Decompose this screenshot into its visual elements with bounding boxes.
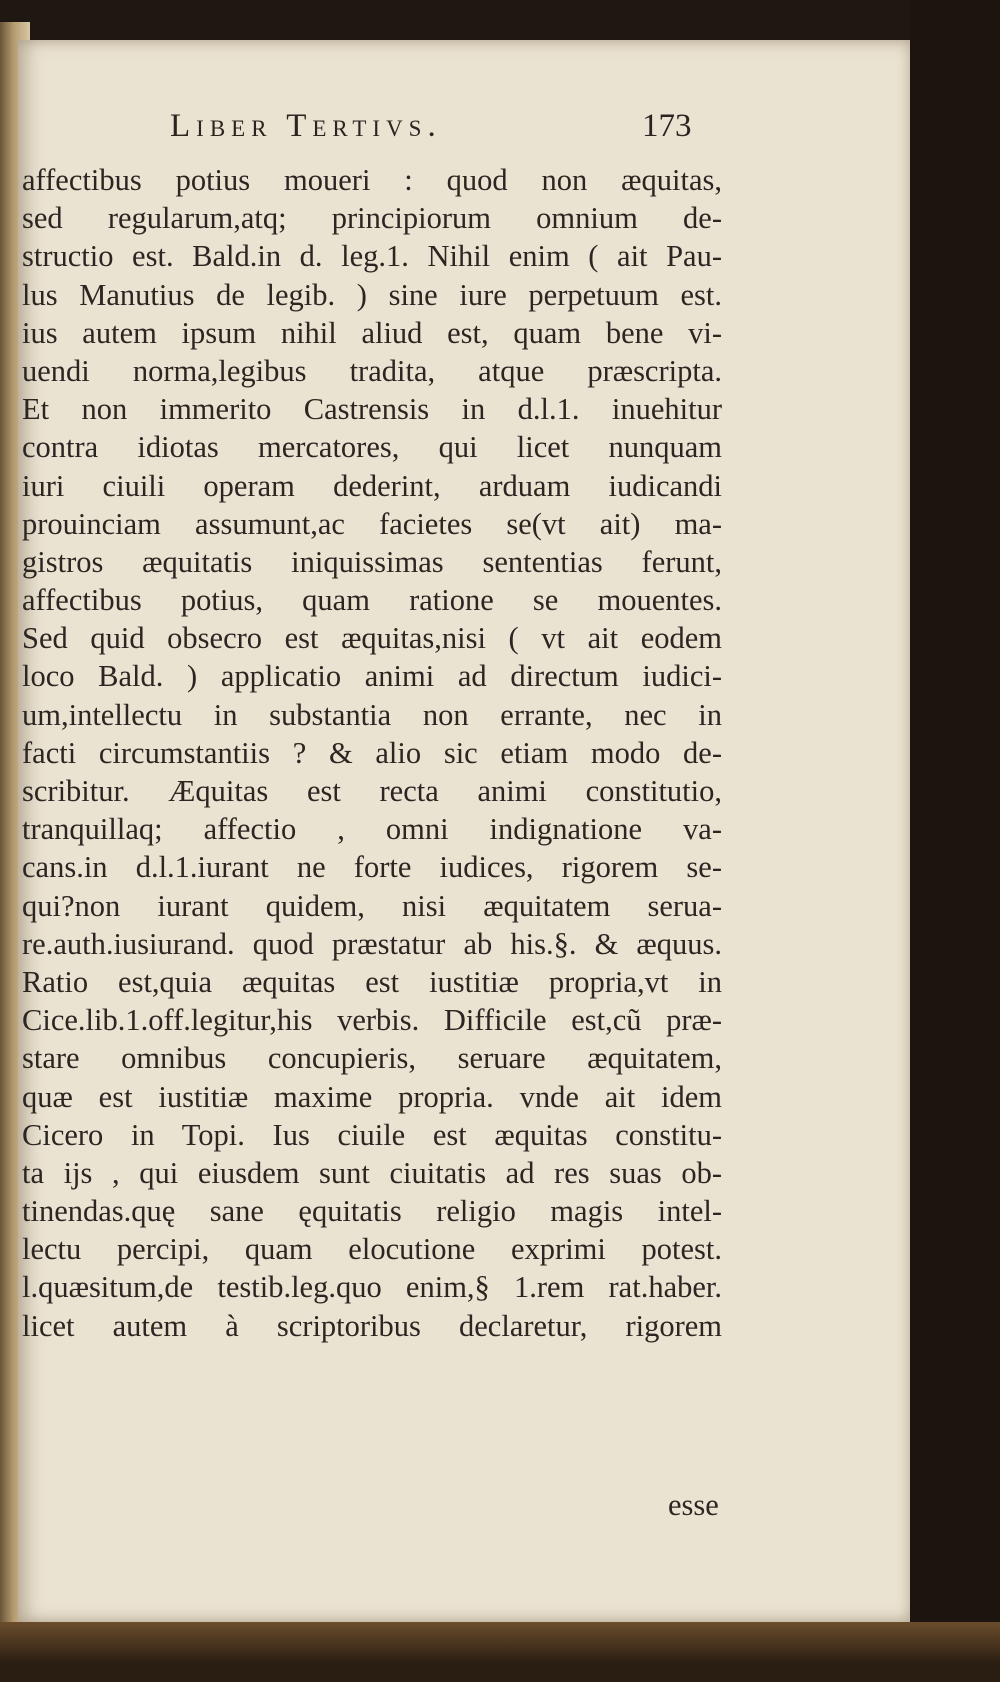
text-line: Et non immerito Castrensis in d.l.1. inuehitur: [22, 392, 722, 427]
text-line: tranquillaq; affectio , omni indignatione va-: [22, 812, 722, 847]
text-line: l.quæsitum,de testib.leg.quo enim,§ 1.rem rat.haber.: [22, 1270, 722, 1305]
running-title: Liber Tertivs.: [170, 108, 442, 144]
text-line: sed regularum,atq; principiorum omnium de-: [22, 201, 722, 236]
text-line: gistros æquitatis iniquissimas sententias ferunt,: [22, 544, 722, 579]
text-line: prouinciam assumunt,ac facietes se(vt ait) ma-: [22, 506, 722, 541]
background-right: [910, 0, 1000, 1682]
page-bottom-edge: [0, 1622, 1000, 1682]
catchword: esse: [668, 1488, 719, 1522]
text-line: ius autem ipsum nihil aliud est, quam bene vi-: [22, 315, 722, 350]
text-line: facti circumstantiis ? & alio sic etiam modo de-: [22, 735, 722, 770]
text-line: re.auth.iusiurand. quod præstatur ab his.§. & æquus.: [22, 926, 722, 961]
text-line: qui?non iurant quidem, nisi æquitatem serua-: [22, 888, 722, 923]
text-line: scribitur. Æquitas est recta animi constitutio,: [22, 774, 722, 808]
text-line: Ratio est,quia æquitas est iustitiæ propria,vt in: [22, 964, 722, 999]
text-line: quæ est iustitiæ maxime propria. vnde ait idem: [22, 1079, 722, 1114]
text-line: Sed quid obsecro est æquitas,nisi ( vt ait eodem: [22, 621, 722, 656]
page-number: 173: [642, 108, 692, 144]
text-line: lectu percipi, quam elocutione exprimi potest.: [22, 1232, 722, 1267]
text-line: affectibus potius, quam ratione se mouentes.: [22, 583, 722, 618]
text-line: stare omnibus concupieris, seruare æquitatem,: [22, 1041, 722, 1076]
text-line: Cicero in Topi. Ius ciuile est æquitas constitu-: [22, 1117, 722, 1152]
text-line: lus Manutius de legib. ) sine iure perpetuum est.: [22, 277, 722, 312]
text-line: tinendas.quę sane ęquitatis religio magis intel-: [22, 1194, 722, 1229]
body-text: [22, 161, 722, 1345]
text-line: structio est. Bald.in d. leg.1. Nihil enim ( ait Pau-: [22, 239, 722, 274]
text-line: loco Bald. ) applicatio animi ad directum iudici-: [22, 659, 722, 694]
text-line: affectibus potius moueri : quod non æquitas,: [22, 163, 722, 197]
text-line: uendi norma,legibus tradita, atque præscripta.: [22, 353, 722, 388]
text-line: licet autem à scriptoribus declaretur, rigorem: [22, 1308, 722, 1343]
text-line: um,intellectu in substantia non errante, nec in: [22, 697, 722, 732]
text-line: ta ijs , qui eiusdem sunt ciuitatis ad res suas ob-: [22, 1155, 722, 1190]
text-line: cans.in d.l.1.iurant ne forte iudices, rigorem se-: [22, 850, 722, 885]
text-line: Cice.lib.1.off.legitur,his verbis. Difficile est,cũ præ-: [22, 1003, 722, 1038]
text-line: contra idiotas mercatores, qui licet nunquam: [22, 430, 722, 465]
text-line: iuri ciuili operam dederint, arduam iudicandi: [22, 468, 722, 503]
